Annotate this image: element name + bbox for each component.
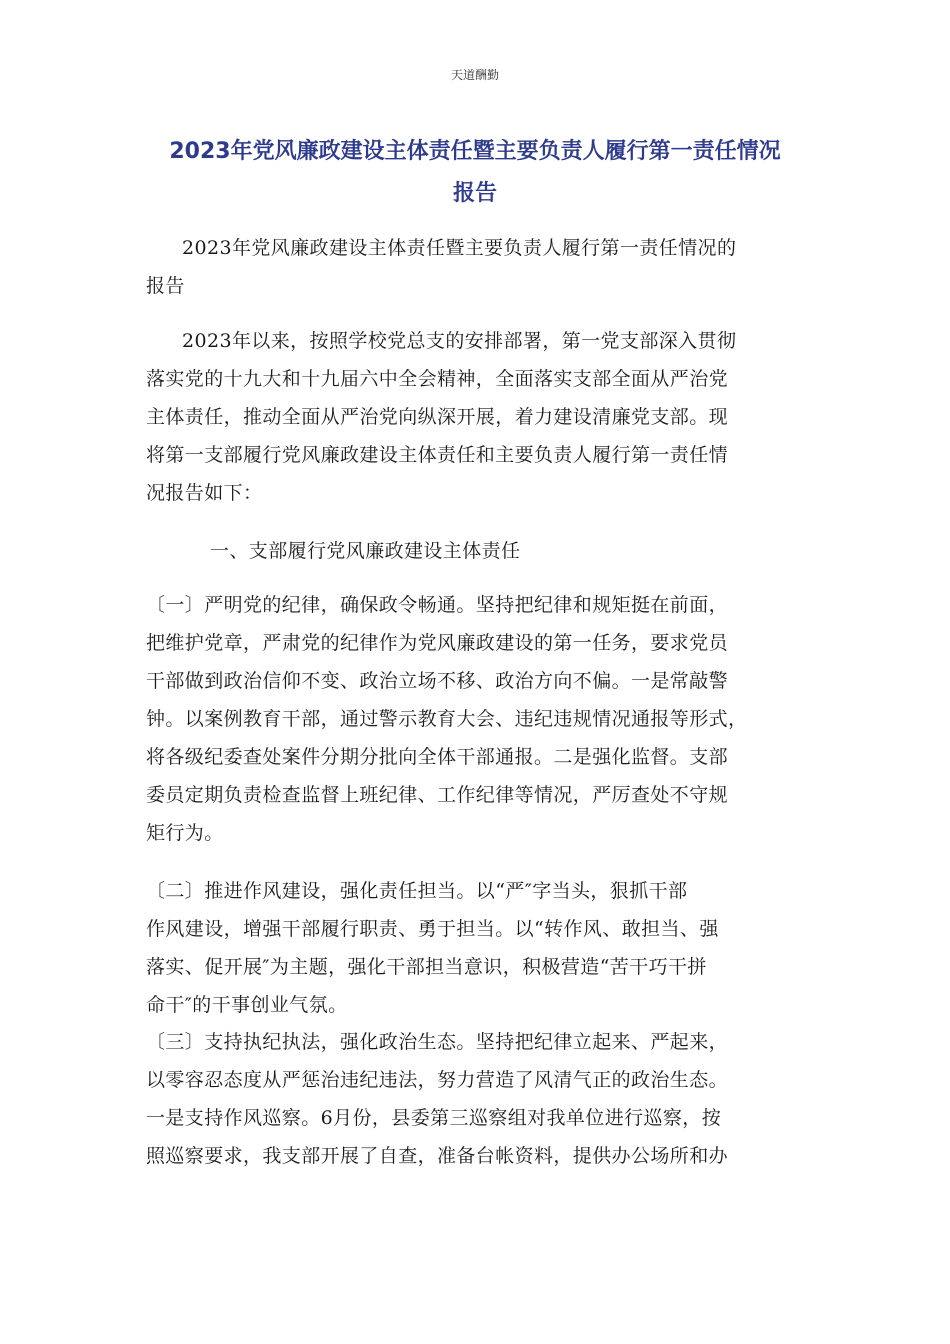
text-line: 委员定期负责检查监督上班纪律、工作纪律等情况，严厉查处不守规	[146, 784, 729, 806]
text-line: 把维护党章，严肃党的纪律作为党风廉政建设的第一任务，要求党员	[146, 632, 729, 654]
document-title-line-2: 报告	[452, 181, 497, 206]
text-line: 将第一支部履行党风廉政建设主体责任和主要负责人履行第一责任情	[146, 444, 729, 466]
text-line: 〔三〕支持执纪执法，强化政治生态。坚持把纪律立起来、严起来，	[146, 1031, 729, 1053]
text-line: 将各级纪委查处案件分期分批向全体干部通报。二是强化监督。支部	[146, 746, 729, 768]
text-line: 作风建设，增强干部履行职责、勇于担当。以“转作风、敢担当、强	[146, 918, 719, 940]
paragraph-2	[146, 586, 816, 852]
text-line: 2023年以来，按照学校党总支的安排部署，第一党支部深入贯彻	[182, 330, 737, 352]
document-title-line-1: 2023年党风廉政建设主体责任暨主要负责人履行第一责任情况	[169, 139, 781, 164]
paragraph-intro	[146, 229, 816, 305]
text-line: 落实党的十九大和十九届六中全会精神，全面落实支部全面从严治党	[146, 368, 729, 390]
text-line: 报告	[146, 275, 185, 297]
text-line: 主体责任，推动全面从严治党向纵深开展，着力建设清廉党支部。现	[146, 406, 729, 428]
text-line: 照巡察要求，我支部开展了自查，准备台帐资料，提供办公场所和办	[146, 1145, 729, 1167]
text-line: 命干″的干事创业气氛。	[146, 994, 348, 1016]
section-heading-text: 一、支部履行党风廉政建设主体责任	[210, 540, 521, 562]
paragraph-4	[146, 1023, 816, 1175]
text-line: 况报告如下：	[146, 482, 263, 504]
text-line: 以零容忍态度从严惩治违纪违法，努力营造了风清气正的政治生态。	[146, 1069, 729, 1091]
paragraph-1	[146, 322, 816, 512]
text-line: 〔一〕严明党的纪律，确保政令畅通。坚持把纪律和规矩挺在前面，	[146, 594, 729, 616]
section-heading-1	[146, 532, 816, 570]
page-header: 天道酬勤	[450, 68, 499, 82]
text-line: 落实、促开展″为主题，强化干部担当意识，积极营造“苦干巧干拼	[146, 956, 707, 978]
text-line: 一是支持作风巡察。6月份，县委第三巡察组对我单位进行巡察，按	[146, 1107, 722, 1129]
text-line: 2023年党风廉政建设主体责任暨主要负责人履行第一责任情况的	[182, 237, 737, 259]
paragraph-3	[146, 872, 816, 1024]
text-line: 钟。以案例教育干部，通过警示教育大会、违纪违规情况通报等形式，	[146, 708, 748, 730]
text-line: 〔二〕推进作风建设，强化责任担当。以“严″字当头，狠抓干部	[146, 880, 688, 902]
text-line: 矩行为。	[146, 822, 224, 844]
text-line: 干部做到政治信仰不变、政治立场不移、政治方向不偏。一是常敲警	[146, 670, 729, 692]
